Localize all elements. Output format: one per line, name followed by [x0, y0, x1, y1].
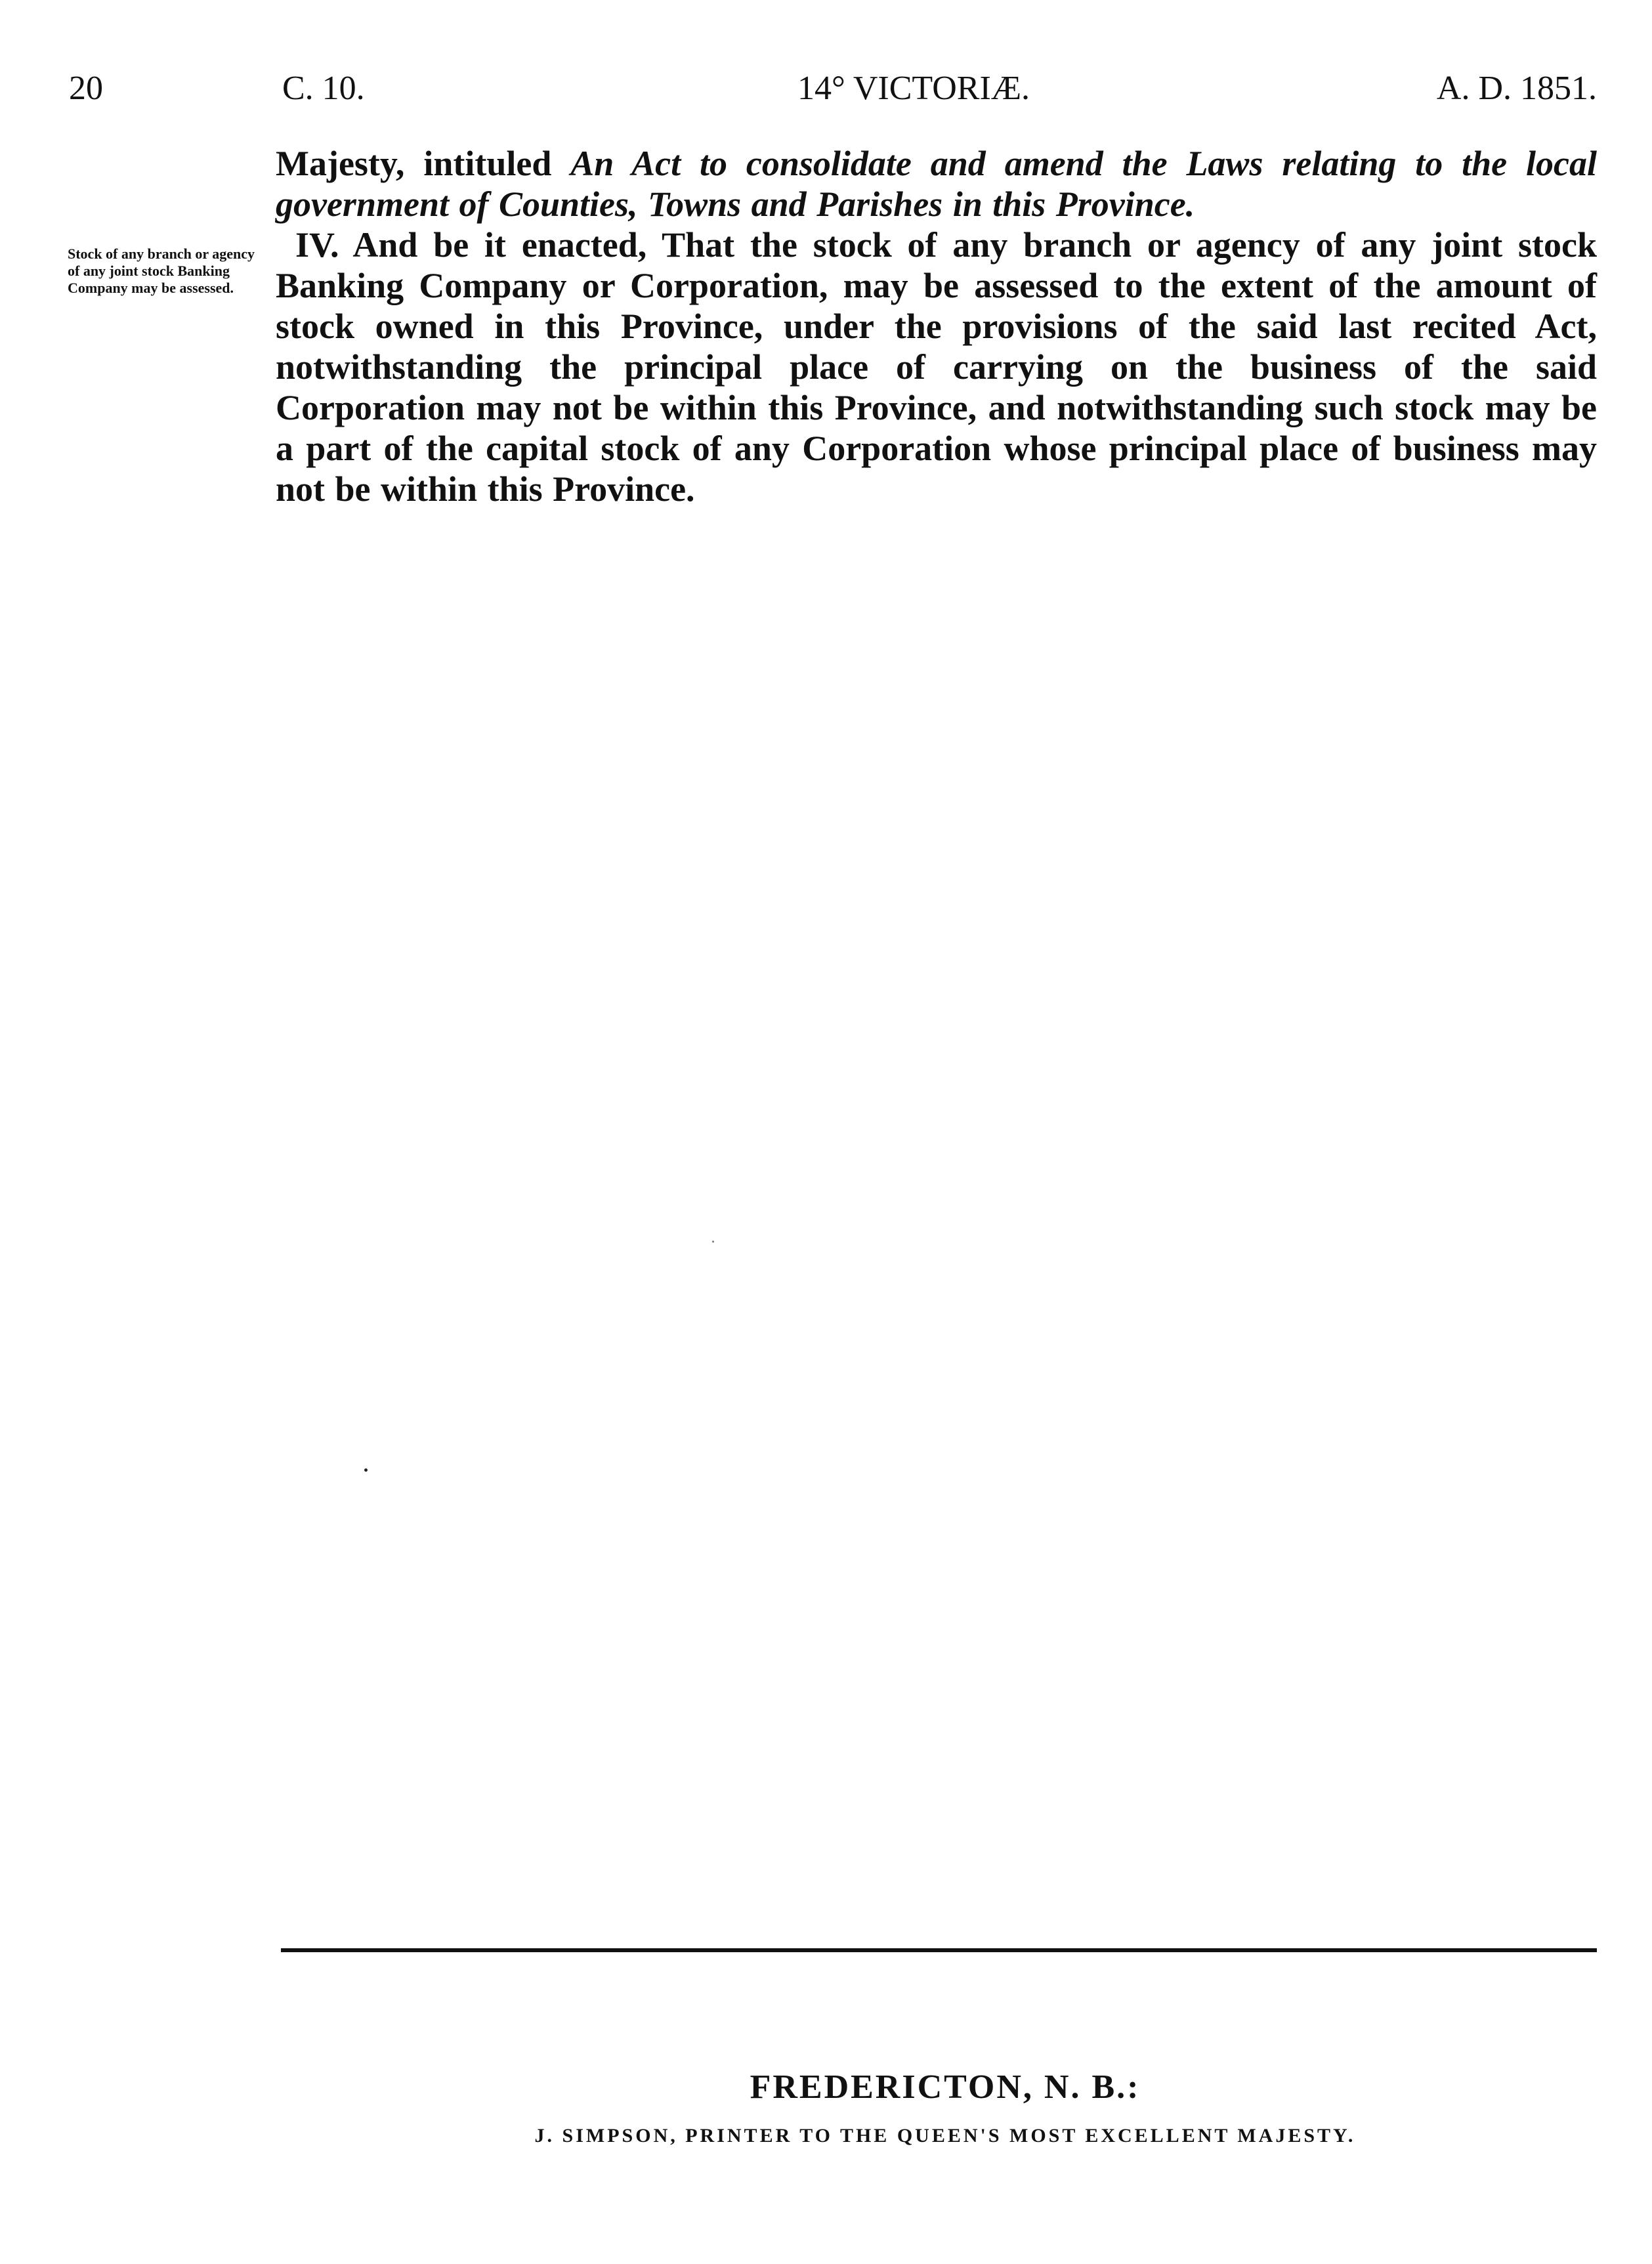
- chapter-number: C. 10.: [282, 70, 365, 107]
- act-title: An Act to consolidate and amend the Laws relating to the local government of Counties, Towns and Parishes in this Province.: [276, 144, 1597, 224]
- horizontal-rule: [281, 1948, 1597, 1952]
- calendar-year: A. D. 1851.: [1436, 70, 1597, 107]
- running-header: [0, 62, 1652, 115]
- statute-text: [276, 143, 1597, 509]
- page-number: 20: [69, 70, 103, 107]
- regnal-year: 14° VICTORIÆ.: [797, 70, 1030, 107]
- print-speck: [712, 1241, 714, 1243]
- continuation-lead: Majesty, intituled: [276, 144, 571, 183]
- imprint-place: FREDERICTON, N. B.:: [750, 2068, 1141, 2106]
- marginal-note: Stock of any branch or agency of any joint stock Banking Company may be assessed.: [68, 246, 255, 296]
- section-iv: IV. And be it enacted, That the stock of any branch or agency of any joint stock Banking Company or Corporation, may be assessed to the extent of the amount of stock owned in this Province, under the provisions of the said last recited Act, notwithstanding the principal place of carrying on the business of the said Corporation may not be within this Province, and notwithstanding such stock may be a part of the capital stock of any Corporation whose principal place of business may not be within this Province.: [276, 225, 1597, 509]
- imprint-printer: J. SIMPSON, PRINTER TO THE QUEEN'S MOST EXCELLENT MAJESTY.: [534, 2125, 1356, 2147]
- print-speck: [364, 1468, 368, 1472]
- continuation-paragraph: [276, 143, 1597, 224]
